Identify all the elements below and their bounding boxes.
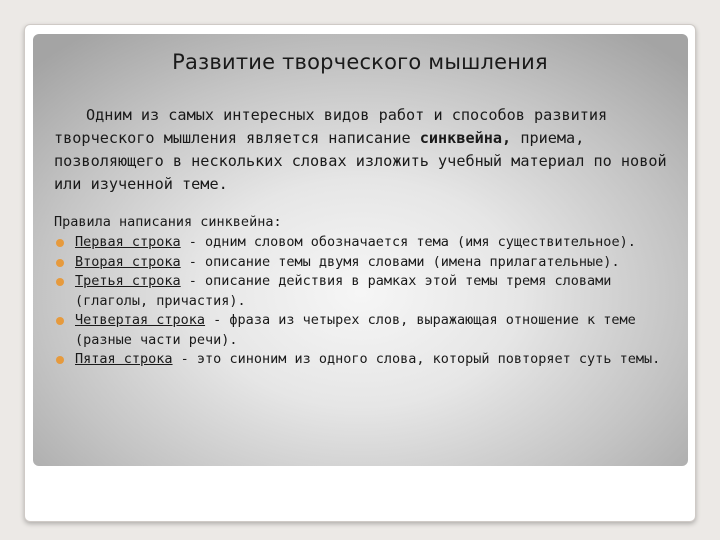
rule-term: Пятая строка	[75, 351, 173, 367]
rules-list	[54, 233, 679, 370]
slide-title: Развитие творческого мышления	[172, 50, 548, 74]
rule-item-5	[54, 350, 679, 370]
bullet-dot-icon	[56, 278, 64, 286]
rule-item-1	[54, 233, 679, 253]
rule-term: Четвертая строка	[75, 312, 206, 328]
intro-text-start: Одним из самых интересных видов работ и способов развития творческого мышления является написание	[54, 106, 608, 147]
intro-bold-term: синквейна,	[419, 129, 512, 147]
rule-text: - описание темы двумя словами (имена прилагательные).	[180, 253, 620, 270]
rule-text: - одним словом обозначается тема (имя существительное).	[180, 234, 636, 250]
rule-item-3	[54, 272, 679, 311]
rule-text: - это синоним из одного слова, который повторяет суть темы.	[172, 351, 661, 367]
bullet-dot-icon	[56, 317, 64, 325]
rule-text: - фраза из четырех слов, выражающая отношение к теме (разные части речи).	[75, 312, 636, 348]
rule-term: Третья строка	[75, 273, 181, 289]
rules-heading: Правила написания синквейна:	[54, 214, 282, 230]
bullet-dot-icon	[56, 239, 64, 247]
rule-text: - описание действия в рамках этой темы тремя словами (глаголы, причастия).	[75, 273, 612, 309]
rule-term: Первая строка	[75, 234, 181, 250]
rule-term: Вторая строка	[75, 253, 181, 270]
bullet-dot-icon	[56, 259, 64, 267]
rule-item-4	[54, 311, 679, 350]
intro-text-end: приема, позволяющего в нескольких словах изложить учебный материал по новой или изученной теме.	[54, 129, 667, 193]
bullet-dot-icon	[56, 356, 64, 364]
rule-item-2	[54, 253, 679, 273]
intro-paragraph	[54, 104, 684, 196]
